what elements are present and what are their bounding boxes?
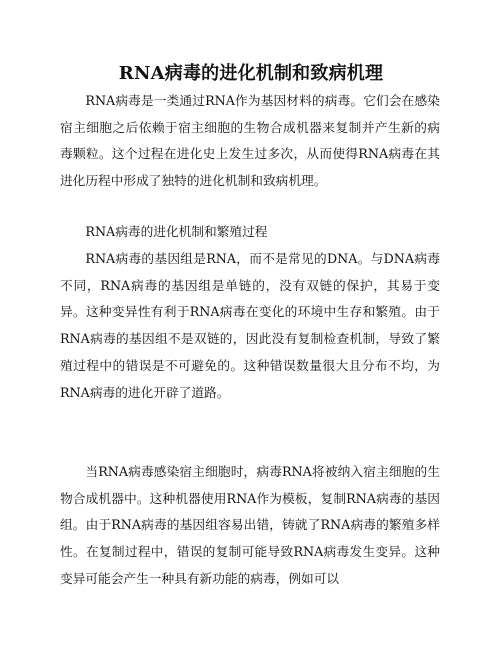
paragraph-infection: 当RNA病毒感染宿主细胞时，病毒RNA将被纳入宿主细胞的生物合成机器中。这种机器使用RNA作为模板，复制RNA病毒的基因组。由于RNA病毒的基因组容易出错，铸就了RNA病毒的繁殖多样性。在复制过程中，错误的复制可能导致RNA病毒发生变异。这种变异可能会产生一种具有新功能的病毒，例如可以 (60, 464, 440, 586)
paragraph-intro: RNA病毒是一类通过RNA作为基因材料的病毒。它们会在感染宿主细胞之后依赖于宿主细胞的生物合成机器来复制并产生新的病毒颗粒。这个过程在进化史上发生过多次，从而使得RNA病毒在其进化历程中形成了独特的进化机制和致病机理。 (60, 93, 440, 189)
document-title: RNA病毒的进化机制和致病机理 (118, 63, 384, 84)
section-heading: RNA病毒的进化机制和繁殖过程 (85, 224, 268, 239)
paragraph-genome: RNA病毒的基因组是RNA，而不是常见的DNA。与DNA病毒不同，RNA病毒的基因组是单链的，没有双链的保护，其易于变异。这种变异性有利于RNA病毒在变化的环境中生存和繁殖。由于RNA病毒的基因组不是双链的，因此没有复制检查机制，导致了繁殖过程中的错误是不可避免的。这种错误数量很大且分布不均，为RNA病毒的进化开辟了道路。 (60, 251, 440, 400)
